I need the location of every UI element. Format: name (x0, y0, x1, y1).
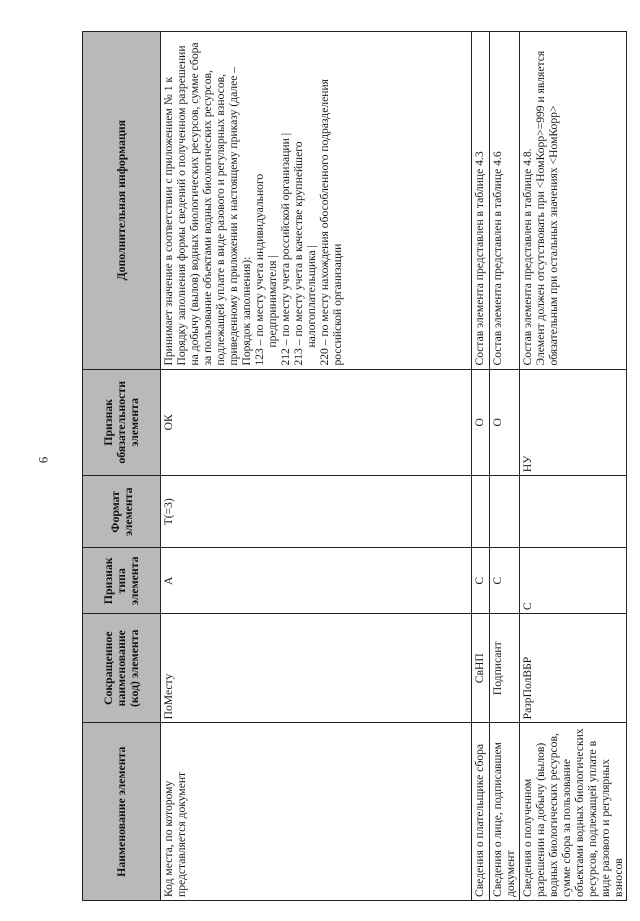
info-line: Элемент должен отсутствовать при <НомКорр>=999 и является обязательным при остальных значениях <НомКорр> (534, 50, 560, 366)
rotated-table-container (82, 31, 625, 901)
cell-name: Сведения о плательщике сбора (472, 723, 490, 901)
info-line: 213 – по месту учета в качестве крупнейшего (292, 141, 305, 366)
header-name: Наименование элемента (83, 723, 161, 901)
cell-info (490, 32, 520, 370)
cell-name: Сведения о лице, подписавшем документ (490, 723, 520, 901)
table-header-row (83, 32, 161, 901)
cell-code: СвНП (472, 614, 490, 723)
elements-table (82, 31, 627, 901)
header-type: Признак типа элемента (83, 548, 161, 614)
info-line: Состав элемента представлен в таблице 4.3 (473, 151, 486, 366)
page-number: 6 (35, 456, 51, 464)
cell-required: НУ (520, 369, 627, 476)
table-row (161, 32, 472, 901)
cell-name: Сведения о полученном разрешении на добычу (вылов) водных биологических ресурсов, сумме сбора за пользование объектами водных биологических ресурсов, подлежащей уплате в виде разового и регулярных взносов (520, 723, 627, 901)
table-row (520, 32, 627, 901)
info-line: Состав элемента представлен в таблице 4.8. (521, 148, 534, 366)
cell-type: С (472, 548, 490, 614)
cell-type: С (490, 548, 520, 614)
info-line: предпринимателя | (266, 255, 279, 348)
info-line: 123 – по месту учета индивидуального (253, 173, 266, 366)
info-line: 220 – по месту нахождения обособленного подразделения российской организации (318, 78, 344, 366)
info-line: Состав элемента представлен в таблице 4.6 (491, 151, 504, 366)
cell-required: ОК (161, 369, 472, 476)
cell-required: О (490, 369, 520, 476)
table-row (472, 32, 490, 901)
cell-code: РазрПолВБР (520, 614, 627, 723)
cell-code: Подписант (490, 614, 520, 723)
cell-type: С (520, 548, 627, 614)
table-row (490, 32, 520, 901)
cell-format (520, 476, 627, 548)
cell-code: ПоМесту (161, 614, 472, 723)
cell-info (161, 32, 472, 370)
header-format: Формат элемента (83, 476, 161, 548)
cell-name: Код места, по которому представляется документ (161, 723, 472, 901)
cell-info (472, 32, 490, 370)
cell-format (472, 476, 490, 548)
info-line: налогоплательщика | (305, 245, 318, 348)
cell-required: О (472, 369, 490, 476)
cell-info (520, 32, 627, 370)
header-info: Дополнительная информация (83, 32, 161, 370)
cell-type: А (161, 548, 472, 614)
cell-format (490, 476, 520, 548)
header-required: Признак обязательности элемента (83, 369, 161, 476)
info-line: Принимает значение в соответствии с приложением № 1 к Порядку заполнения формы сведений о полученном разрешении на добычу (вылов) водных биологических ресурсов, сумме сбора за пользование объектами водных биологических ресурсов, подлежащей уплате в виде разового и регулярных взносов, приведенному в приложении к настоящему приказу (далее – Порядок заполнения): (162, 42, 253, 366)
info-line: 212 – по месту учета российской организации | (279, 132, 292, 366)
header-code: Сокращенное наименование (код) элемента (83, 614, 161, 723)
cell-format: T(=3) (161, 476, 472, 548)
